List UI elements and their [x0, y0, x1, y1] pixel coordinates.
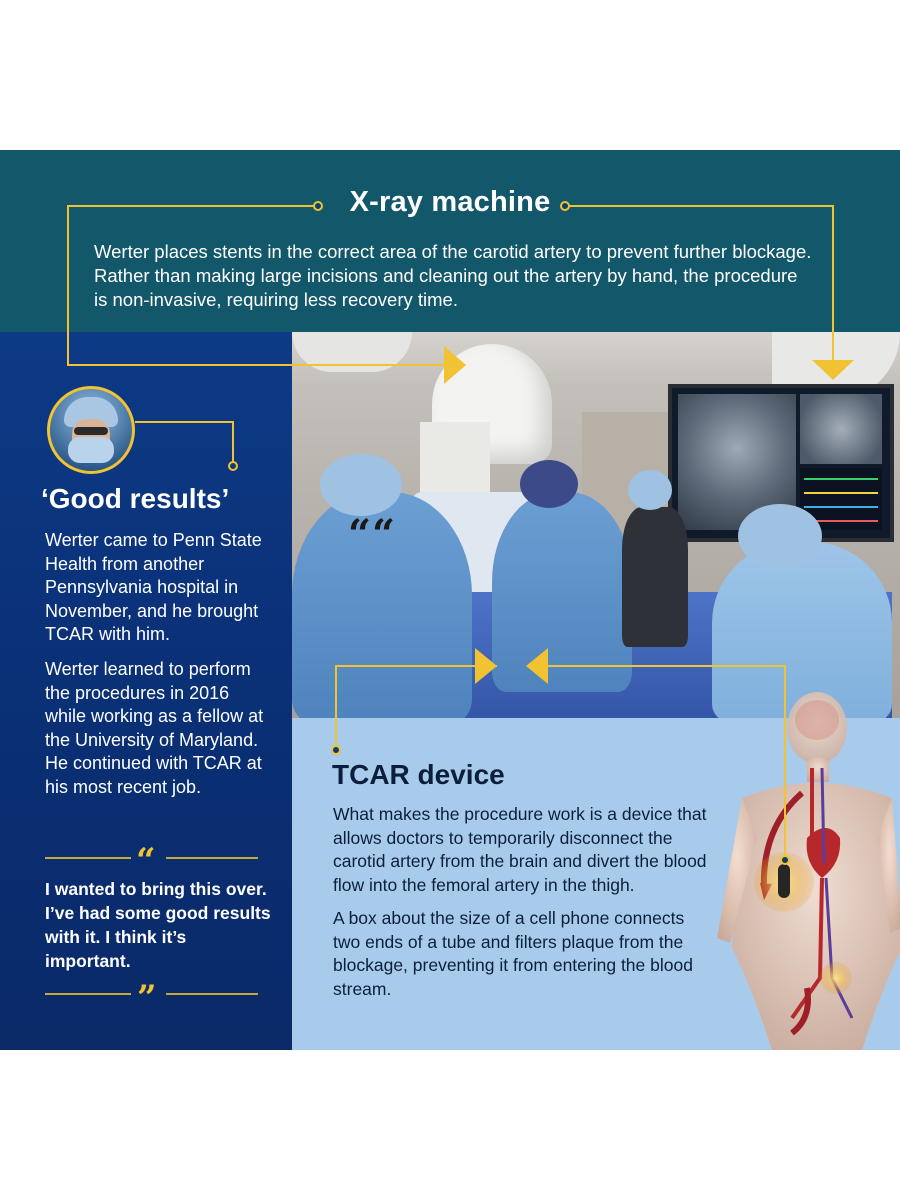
- good-results-title: ‘Good results’: [41, 483, 230, 514]
- close-quote-icon: ”: [137, 978, 157, 1018]
- good-results-paragraph-1: Werter came to Penn State Health from another Pennsylvania hospital in November, and he brought TCAR with him.: [45, 530, 262, 644]
- quote-text: I wanted to bring this over. I’ve had some good results with it. I think it’s important.: [45, 879, 271, 971]
- infographic: [0, 150, 900, 1050]
- tcar-paragraph-2: A box about the size of a cell phone connects two ends of a tube and filters plaque from the blockage, preventing it from entering the blood stream.: [333, 908, 693, 999]
- tcar-paragraph-1: What makes the procedure work is a device that allows doctors to temporarily disconnect the carotid artery from the brain and divert the blood flow into the femoral artery in the thigh.: [333, 804, 707, 895]
- operating-room-photo: [292, 332, 900, 718]
- xray-title: X-ray machine: [349, 186, 551, 218]
- good-results-paragraph-2: Werter learned to perform the procedures in 2016 while working as a fellow at the University of Maryland. He continued with TCAR at his most recent job.: [45, 659, 264, 797]
- quote-divider-top-left: [45, 857, 131, 859]
- svg-text:“: “: [372, 511, 396, 558]
- quote-divider-top-right: [166, 857, 258, 859]
- xray-description: Werter places stents in the correct area of the carotid artery to prevent further blockage. Rather than making large incisions and cleaning out the artery by hand, the procedure is non-invasive, requiring less recovery time.: [94, 241, 812, 310]
- anatomy-illustration: [712, 688, 900, 1050]
- open-quote-icon: “: [136, 841, 156, 881]
- quote-divider-bottom-left: [45, 993, 131, 995]
- tcar-title: TCAR device: [332, 759, 505, 790]
- quote-divider-bottom-right: [166, 993, 258, 995]
- surgeon-portrait: [47, 386, 135, 474]
- photo-quote-mark: “: [348, 511, 372, 558]
